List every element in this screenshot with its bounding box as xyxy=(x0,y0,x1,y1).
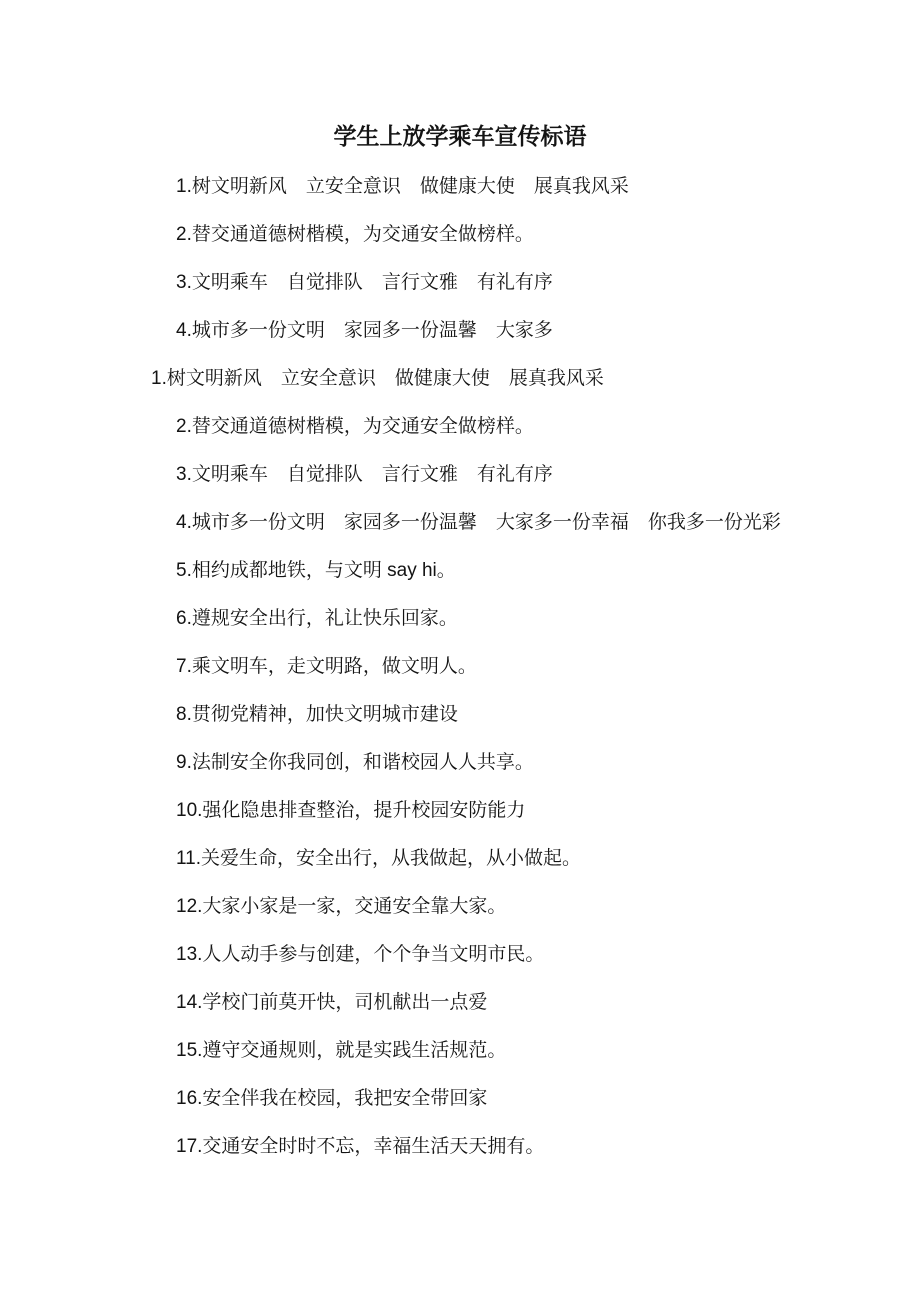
slogan-line: 9.法制安全你我同创，和谐校园人人共享。 xyxy=(176,752,534,773)
slogan-line: 12.大家小家是一家，交通安全靠大家。 xyxy=(176,896,507,917)
slogan-line: 11.关爱生命，安全出行，从我做起，从小做起。 xyxy=(176,848,582,869)
slogan-line: 6.遵规安全出行，礼让快乐回家。 xyxy=(176,608,458,629)
slogan-line: 2.替交通道德树楷模，为交通安全做榜样。 xyxy=(176,224,534,245)
slogan-line: 4.城市多一份文明 家园多一份温馨 大家多 xyxy=(176,320,553,341)
slogan-line: 3.文明乘车 自觉排队 言行文雅 有礼有序 xyxy=(176,464,553,485)
page-title: 学生上放学乘车宣传标语 xyxy=(333,123,587,149)
slogan-line: 1.树文明新风 立安全意识 做健康大使 展真我风采 xyxy=(151,368,604,389)
slogan-line: 15.遵守交通规则，就是实践生活规范。 xyxy=(176,1040,507,1061)
slogan-line: 7.乘文明车，走文明路，做文明人。 xyxy=(176,656,477,677)
slogan-line: 16.安全伴我在校园，我把安全带回家 xyxy=(176,1088,488,1109)
slogan-line: 14.学校门前莫开快，司机献出一点爱 xyxy=(176,992,488,1013)
slogan-line: 1.树文明新风 立安全意识 做健康大使 展真我风采 xyxy=(176,176,629,197)
slogan-line: 13.人人动手参与创建，个个争当文明市民。 xyxy=(176,944,545,965)
slogan-line: 17.交通安全时时不忘，幸福生活天天拥有。 xyxy=(176,1136,545,1157)
document-body xyxy=(0,163,920,1171)
slogan-line: 5.相约成都地铁，与文明 say hi。 xyxy=(176,560,456,581)
slogan-line: 8.贯彻党精神，加快文明城市建设 xyxy=(176,704,458,725)
slogan-line: 10.强化隐患排查整治，提升校园安防能力 xyxy=(176,800,526,821)
slogan-line: 4.城市多一份文明 家园多一份温馨 大家多一份幸福 你我多一份光彩 xyxy=(176,512,781,533)
slogan-line: 3.文明乘车 自觉排队 言行文雅 有礼有序 xyxy=(176,272,553,293)
slogan-line: 2.替交通道德树楷模，为交通安全做榜样。 xyxy=(176,416,534,437)
